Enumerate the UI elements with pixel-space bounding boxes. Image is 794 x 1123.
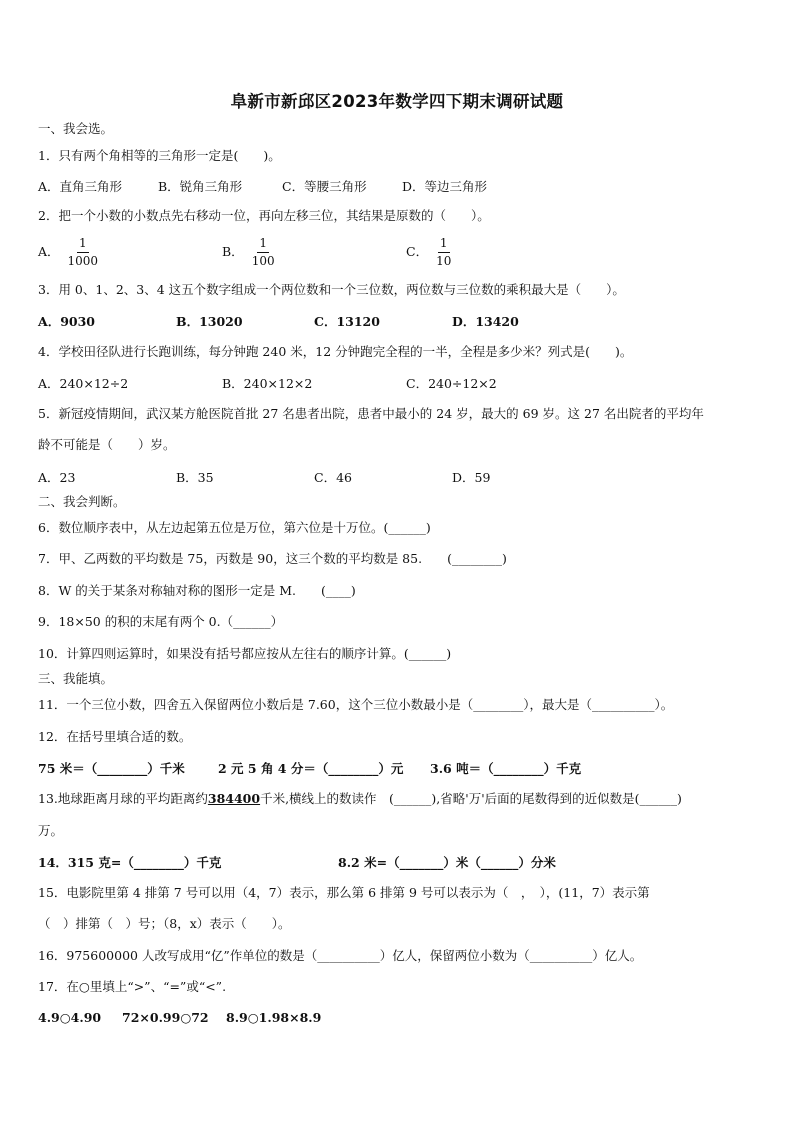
q5-option-c: C．46 [314, 470, 352, 485]
question-12-stem: 12．在括号里填合适的数。 [38, 729, 192, 744]
q3-option-b: B．13020 [176, 314, 243, 329]
question-7: 7．甲、乙两数的平均数是 75，丙数是 90，这三个数的平均数是 85. (________) [38, 551, 507, 566]
q12-part-1: 75 米＝（________）千米 [38, 761, 185, 776]
question-13-line1 [38, 790, 764, 808]
section-heading-choose: 一、我会选。 [38, 121, 114, 136]
question-13-line2: 万。 [38, 823, 64, 838]
question-6: 6．数位顺序表中，从左边起第五位是万位，第六位是十万位。(______) [38, 520, 431, 535]
q1-option-c: C．等腰三角形 [282, 179, 367, 194]
q14-part-a: 14．315 克=（________）千克 [38, 855, 222, 870]
q14-part-b: 8.2 米=（_______）米（______）分米 [338, 855, 556, 870]
q2-option-a [38, 236, 100, 269]
question-9: 9．18×50 的积的末尾有两个 0.（______） [38, 614, 284, 629]
q1-option-a: A．直角三角形 [38, 179, 123, 194]
q5-option-b: B．35 [176, 470, 214, 485]
question-11: 11．一个三位小数，四舍五入保留两位小数后是 7.60，这个三位小数最小是（________），最大是（__________）。 [38, 697, 674, 712]
q3-option-d: D．13420 [452, 314, 519, 329]
q2-option-c [406, 236, 453, 269]
q2-option-b-label: B． [222, 244, 244, 259]
q17-part-2: 72×0.99○72 [122, 1010, 209, 1025]
question-17-stem: 17．在○里填上“>”、“=”或“<”. [38, 979, 227, 994]
q13-text-after: 千米,横线上的数读作 (______),省略'万'后面的尾数得到的近似数是(______) [260, 791, 682, 806]
q12-part-3: 3.6 吨＝（________）千克 [430, 761, 582, 776]
q1-option-d: D．等边三角形 [402, 179, 488, 194]
q5-option-d: D．59 [452, 470, 491, 485]
q2-option-b-fraction [250, 236, 277, 269]
q3-option-c: C．13120 [314, 314, 380, 329]
q4-option-c: C．240÷12×2 [406, 376, 497, 391]
q5-option-a: A．23 [38, 470, 76, 485]
question-15-line1: 15．电影院里第 4 排第 7 号可以用（4，7）表示，那么第 6 排第 9 号可以表示为（ ， ），(11，7）表示第 [38, 885, 650, 900]
q2-option-b [222, 236, 277, 269]
q13-underlined-number: 384400 [207, 791, 261, 806]
q3-option-a: A．9030 [38, 314, 95, 329]
fraction-numerator: 1 [77, 236, 89, 253]
question-4-stem: 4．学校田径队进行长跑训练，每分钟跑 240 米，12 分钟跑完全程的一半，全程是多少米？列式是( )。 [38, 344, 633, 359]
section-heading-fill: 三、我能填。 [38, 671, 114, 686]
question-15-line2: （ ）排第（ ）号；（8，x）表示（ ）。 [38, 916, 291, 931]
fraction-denominator: 100 [251, 254, 275, 268]
question-16: 16．975600000 人改写成用“亿”作单位的数是（__________）亿人，保留两位小数为（__________）亿人。 [38, 948, 643, 963]
question-8: 8．W 的关于某条对称轴对称的图形一定是 M. (____) [38, 583, 356, 598]
question-10: 10．计算四则运算时，如果没有括号都应按从左往右的顺序计算。(______) [38, 646, 452, 661]
question-3-stem: 3．用 0、1、2、3、4 这五个数字组成一个两位数和一个三位数，两位数与三位数的乘积最大是（ ）。 [38, 282, 625, 297]
q17-part-1: 4.9○4.90 [38, 1010, 102, 1025]
fraction-denominator: 10 [436, 254, 452, 268]
q12-part-2: 2 元 5 角 4 分＝（________）元 [218, 761, 404, 776]
q2-option-a-fraction [66, 236, 101, 269]
q2-option-c-fraction [434, 236, 453, 269]
q2-option-c-label: C． [406, 244, 429, 259]
q17-part-3: 8.9○1.98×8.9 [226, 1010, 322, 1025]
page-title: 阜新市新邱区2023年数学四下期末调研试题 [230, 92, 564, 111]
q4-option-b: B．240×12×2 [222, 376, 313, 391]
fraction-numerator: 1 [257, 236, 269, 253]
q1-option-b: B．锐角三角形 [158, 179, 243, 194]
question-2-stem: 2．把一个小数的小数点先右移动一位，再向左移三位，其结果是原数的（ ）。 [38, 208, 490, 223]
fraction-denominator: 1000 [67, 254, 99, 268]
q4-option-a: A．240×12÷2 [38, 376, 129, 391]
section-heading-judge: 二、我会判断。 [38, 494, 126, 509]
q2-option-a-label: A． [38, 244, 60, 259]
fraction-numerator: 1 [438, 236, 450, 253]
question-5-stem-line2: 龄不可能是（ ）岁。 [38, 437, 176, 452]
q13-text-before: 13.地球距离月球的平均距离约 [38, 791, 208, 806]
question-5-stem-line1: 5．新冠疫情期间，武汉某方舱医院首批 27 名患者出院，患者中最小的 24 岁，最大的 69 岁。这 27 名出院者的平均年 [38, 406, 704, 421]
question-1-stem: 1．只有两个角相等的三角形一定是( )。 [38, 148, 281, 163]
